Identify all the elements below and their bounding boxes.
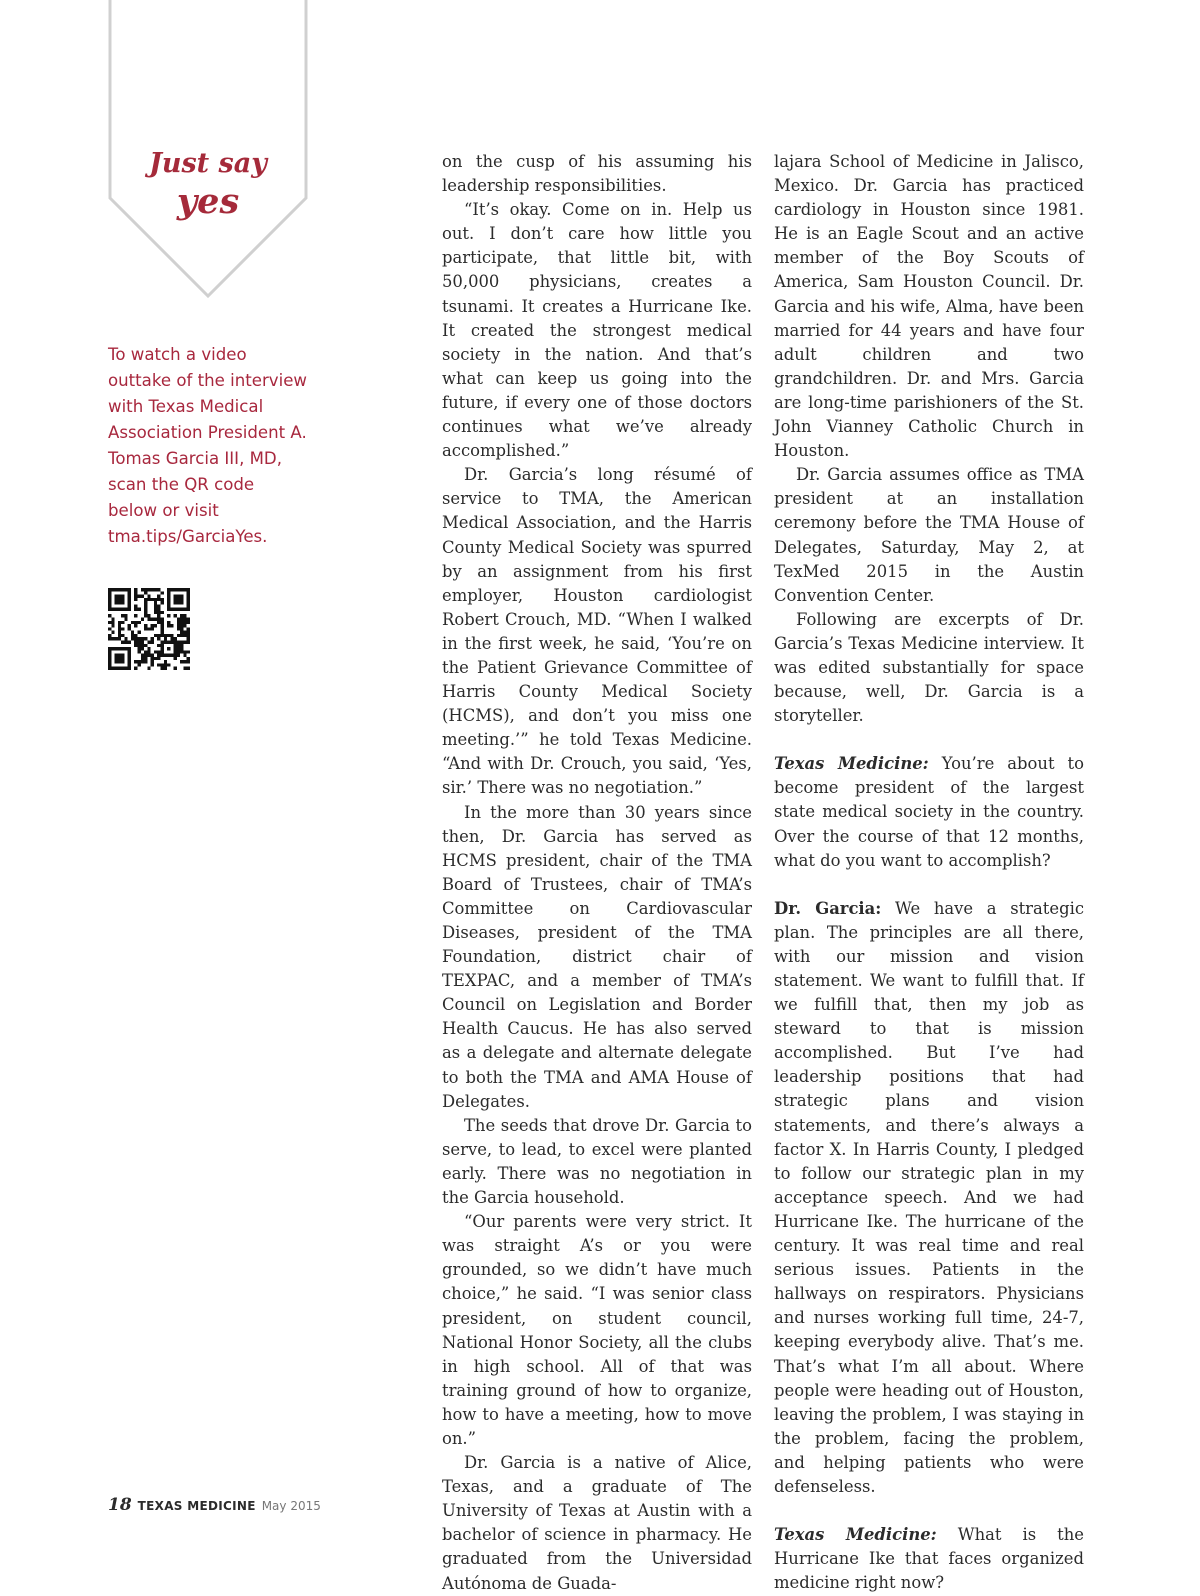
paragraph: “It’s okay. Come on in. Help us out. I don’t care how little you participate, that little bit, with 50,000 physicians, creates a tsunami. It creates a Hurricane Ike. It created the strongest medical society in the nation. And that’s what can keep us going into the future, if every one of those doctors continues what we’ve already accomplished.” (442, 200, 752, 461)
banner-title-line2: yes (176, 181, 240, 222)
paragraph: Dr. Garcia assumes office as TMA president at an installation ceremony before the TMA House of Delegates, Saturday, May 2, at TexMed 2015 in the Austin Convention Center. (774, 465, 1084, 605)
page-number: 18 (108, 1495, 132, 1515)
qr-code-icon[interactable] (108, 588, 190, 670)
qa-text: You’re about to become president of the largest state medical society in the country. Over the course of that 12 months, what do you want to accomplish? (774, 754, 1084, 870)
speaker-label: Texas Medicine: (774, 754, 929, 774)
issue-date: May 2015 (261, 1499, 321, 1513)
paragraph: The seeds that drove Dr. Garcia to serve, to lead, to excel were planted early. There was no negotiation in the Garcia household. (442, 1115, 752, 1208)
paragraph: Dr. Garcia is a native of Alice, Texas, and a graduate of The University of Texas at Austin with a bachelor of science in pharmacy. He graduated from the Universidad Autónoma de Guada- (442, 1453, 752, 1593)
paragraph: Dr. Garcia’s long résumé of service to TMA, the American Medical Association, and the Harris County Medical Society was spurred by an assignment from his first employer, Houston cardiologist Robert Crouch, MD. “When I walked in the first week, he said, ‘You’re on the Patient Grievance Committee of Harris County Medical Society (HCMS), and don’t you miss one meeting.’” he told Texas Medicine. “And with Dr. Crouch, you said, ‘Yes, sir.’ There was no negotiation.” (442, 465, 752, 798)
qa-text: We have a strategic plan. The principles are all there, with our mission and vision statement. We want to fulfill that. If we fulfill that, then my job as steward to that is mission accomplished. But I’ve had leadership positions that had strategic plans and vision statements, and there’s always a factor X. In Harris County, I pledged to follow our strategic plan in my acceptance speech. And we had Hurricane Ike. The hurricane of the century. It was real time and real serious issues. Patients in the hallways on respirators. Physicians and nurses working full time, 24-7, keeping everybody alive. That’s me. That’s what I’m all about. Where people were heading out of Houston, leaving the problem, I was staying in the problem, facing the problem, and helping patients who were defenseless. (774, 898, 1084, 1496)
page-footer (108, 1495, 321, 1515)
video-note: To watch a video outtake of the interview with Texas Medical Association President A. Tomas Garcia III, MD, scan the QR code below or visit tma.tips/GarciaYes. (108, 345, 308, 546)
magazine-name: TEXAS MEDICINE (137, 1499, 256, 1513)
qa-question (774, 1523, 1084, 1595)
paragraph: “Our parents were very strict. It was straight A’s or you were grounded, so we didn’t have much choice,” he said. “I was senior class president, on student council, National Honor Society, all the clubs in high school. All of that was training ground of how to organize, how to have a meeting, how to move on.” (442, 1212, 752, 1448)
qa-answer (774, 897, 1084, 1499)
article-column-2 (774, 150, 1084, 1595)
paragraph: on the cusp of his assuming his leadership responsibilities. (442, 152, 752, 196)
banner (108, 0, 308, 300)
paragraph: lajara School of Medicine in Jalisco, Mexico. Dr. Garcia has practiced cardiology in Houston since 1981. He is an Eagle Scout and an active member of the Boy Scouts of America, Sam Houston Council. Dr. Garcia and his wife, Alma, have been married for 44 years and have four adult children and two grandchildren. Dr. and Mrs. Garcia are long-time parishioners of the St. John Vianney Catholic Church in Houston. (774, 152, 1084, 461)
speaker-label: Dr. Garcia: (774, 898, 882, 918)
paragraph: In the more than 30 years since then, Dr. Garcia has served as HCMS president, chair of the TMA Board of Trustees, chair of TMA’s Committee on Cardiovascular Diseases, president of the TMA Foundation, district chair of TEXPAC, and a member of TMA’s Council on Legislation and Border Health Caucus. He has also served as a delegate and alternate delegate to both the TMA and AMA House of Delegates. (442, 802, 752, 1111)
qa-text: What is the Hurricane Ike that faces organized medicine right now? (774, 1525, 1085, 1593)
speaker-label: Texas Medicine: (774, 1525, 937, 1545)
paragraph: Following are excerpts of Dr. Garcia’s Texas Medicine interview. It was edited substantially for space because, well, Dr. Garcia is a storyteller. (774, 609, 1084, 726)
article-column-1 (442, 150, 752, 1596)
qa-question (774, 752, 1084, 872)
banner-title-line1: Just say (149, 148, 267, 179)
